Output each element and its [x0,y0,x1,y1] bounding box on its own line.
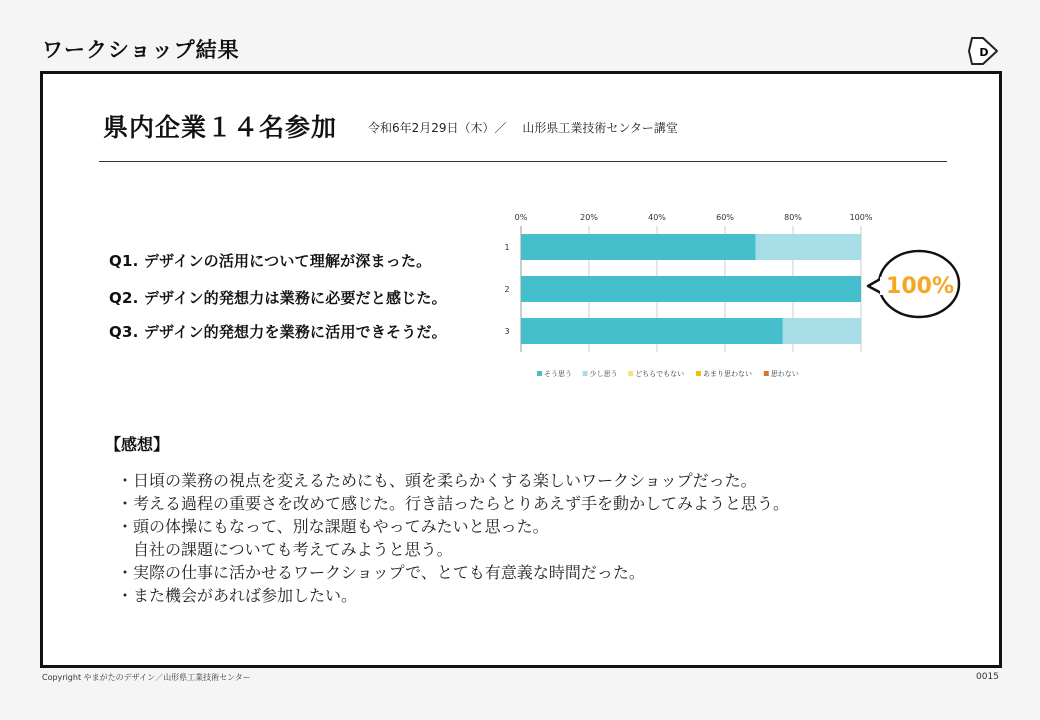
x-tick-label: 40% [648,213,666,222]
impression-line-3: ・頭の体操にもなって、別な課題もやってみたいと思った。 [117,517,549,536]
callout-text: 100% [886,274,954,299]
impressions-title: 【感想】 [105,435,170,454]
x-tick-label: 60% [716,213,734,222]
question-2: Q2. デザイン的発想力は業務に必要だと感じた。 [109,289,447,307]
copyright: Copyright やまがたのデザイン／山形県工業技術センター [42,673,251,682]
bar-segment [521,276,861,302]
impression-line-4: 自社の課題についても考えてみようと思う。 [117,540,453,559]
impression-line-5: ・実際の仕事に活かせるワークショップで、とても有意義な時間だった。 [117,563,645,582]
legend-label: そう思う [544,370,572,378]
question-1: Q1. デザインの活用について理解が深まった。 [109,252,432,270]
page-number: 0015 [976,672,999,682]
x-tick-label: 80% [784,213,802,222]
question-3: Q3. デザイン的発想力を業務に活用できそうだ。 [109,323,447,341]
stacked-bar-chart [483,204,873,384]
y-tick-label: 2 [504,285,510,294]
bar-segment [521,318,783,344]
legend-swatch [628,371,633,376]
impression-line-6: ・また機会があれば参加したい。 [117,586,358,605]
legend-label: あまり思わない [703,370,752,378]
legend-swatch [537,371,542,376]
heading: 県内企業１４名参加 [103,113,338,142]
page-title: ワークショップ結果 [42,38,240,62]
x-tick-label: 100% [849,213,873,222]
x-tick-label: 20% [580,213,598,222]
divider [99,161,947,162]
legend-label: 少し思う [589,370,618,378]
bar-segment [783,318,861,344]
event-info: 令和6年2月29日（木）／ 山形県工業技術センター講堂 [368,121,678,135]
legend-swatch [764,371,769,376]
bar-segment [756,234,861,260]
x-tick-label: 0% [514,213,528,222]
bar-segment [521,234,756,260]
legend-label: 思わない [770,370,799,378]
impression-line-2: ・考える過程の重要さを改めて感じた。行き詰ったらとりあえず手を動かしてみようと思う。 [117,494,790,513]
impression-line-1: ・日頃の業務の視点を変えるためにも、頭を柔らかくする楽しいワークショップだった。 [117,471,757,490]
y-tick-label: 1 [504,243,510,252]
content-frame [40,71,1002,668]
logo-icon [966,36,1000,66]
legend-swatch [583,371,588,376]
logo-letter: D [979,46,989,59]
y-tick-label: 3 [504,327,510,336]
callout-bubble [858,244,963,324]
legend-label: どちらでもない [635,370,685,378]
legend-swatch [696,371,701,376]
